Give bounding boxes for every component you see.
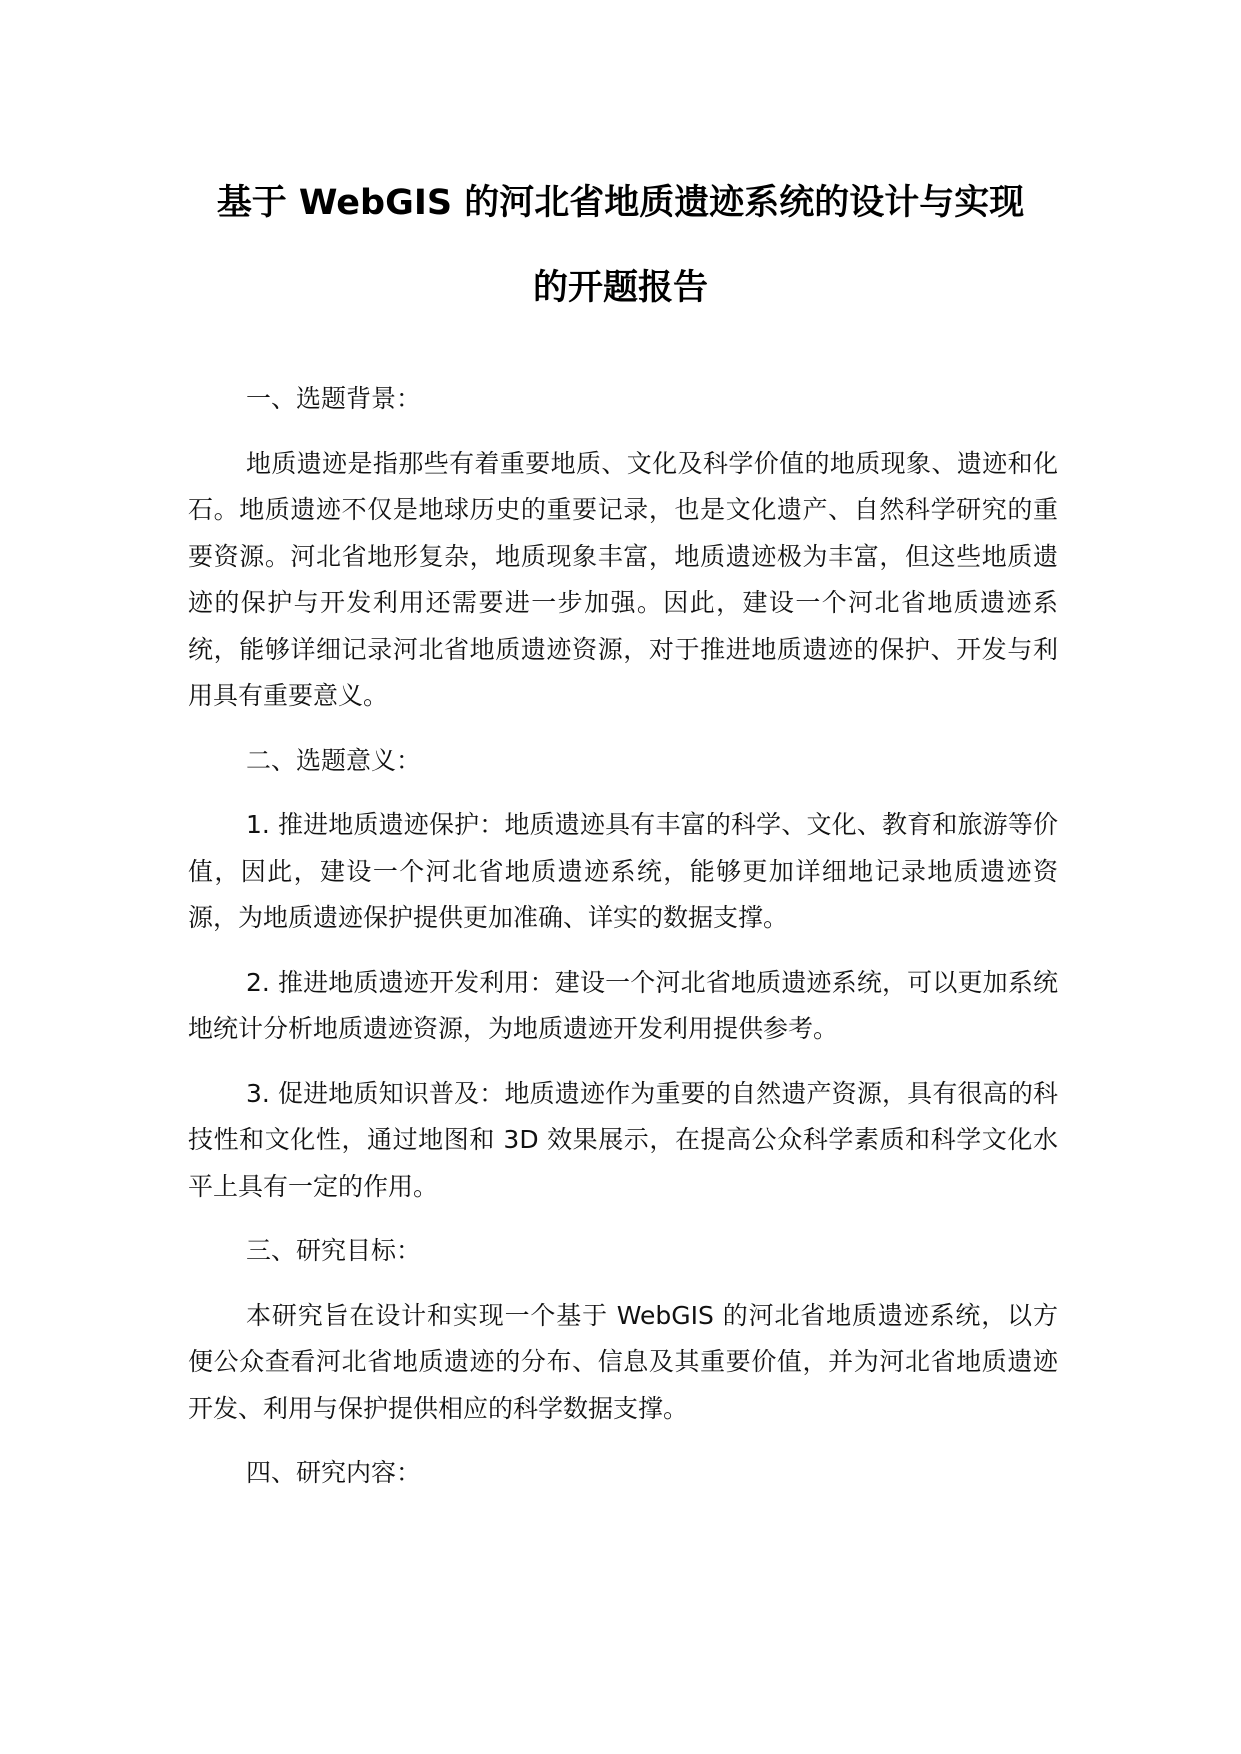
document-body bbox=[188, 376, 1058, 1515]
section-heading-significance: 二、选题意义： bbox=[246, 745, 422, 775]
significance-item-2: 2. 推进地质遗迹开发利用：建设一个河北省地质遗迹系统，可以更加系统地统计分析地质遗迹资源，为地质遗迹开发利用提供参考。 bbox=[188, 967, 1058, 1043]
section-heading-background: 一、选题背景： bbox=[246, 384, 422, 413]
background-paragraph: 地质遗迹是指那些有着重要地质、文化及科学价值的地质现象、遗迹和化石。地质遗迹不仅是地球历史的重要记录，也是文化遗产、自然科学研究的重要资源。河北省地形复杂，地质现象丰富，地质遗迹极为丰富，但这些地质遗迹的保护与开发利用还需要进一步加强。因此，建设一个河北省地质遗迹系统，能够详细记录河北省地质遗迹资源，对于推进地质遗迹的保护、开发与利用具有重要意义。 bbox=[188, 448, 1058, 710]
section-heading-content: 四、研究内容： bbox=[246, 1458, 422, 1487]
section-heading-goal: 三、研究目标： bbox=[246, 1236, 422, 1265]
document-title-line2: 的开题报告 bbox=[532, 268, 708, 308]
goal-paragraph: 本研究旨在设计和实现一个基于 WebGIS 的河北省地质遗迹系统，以方便公众查看河北省地质遗迹的分布、信息及其重要价值，并为河北省地质遗迹开发、利用与保护提供相应的科学数据支撑。 bbox=[188, 1300, 1058, 1423]
significance-item-1: 1. 推进地质遗迹保护：地质遗迹具有丰富的科学、文化、教育和旅游等价值，因此，建设一个河北省地质遗迹系统，能够更加详细地记录地质遗迹资源，为地质遗迹保护提供更加准确、详实的数据支撑。 bbox=[188, 810, 1058, 932]
significance-item-3: 3. 促进地质知识普及：地质遗迹作为重要的自然遗产资源，具有很高的科技性和文化性，通过地图和 3D 效果展示，在提高公众科学素质和科学文化水平上具有一定的作用。 bbox=[188, 1078, 1058, 1201]
document-title-line1: 基于 WebGIS 的河北省地质遗迹系统的设计与实现 bbox=[216, 183, 1025, 223]
